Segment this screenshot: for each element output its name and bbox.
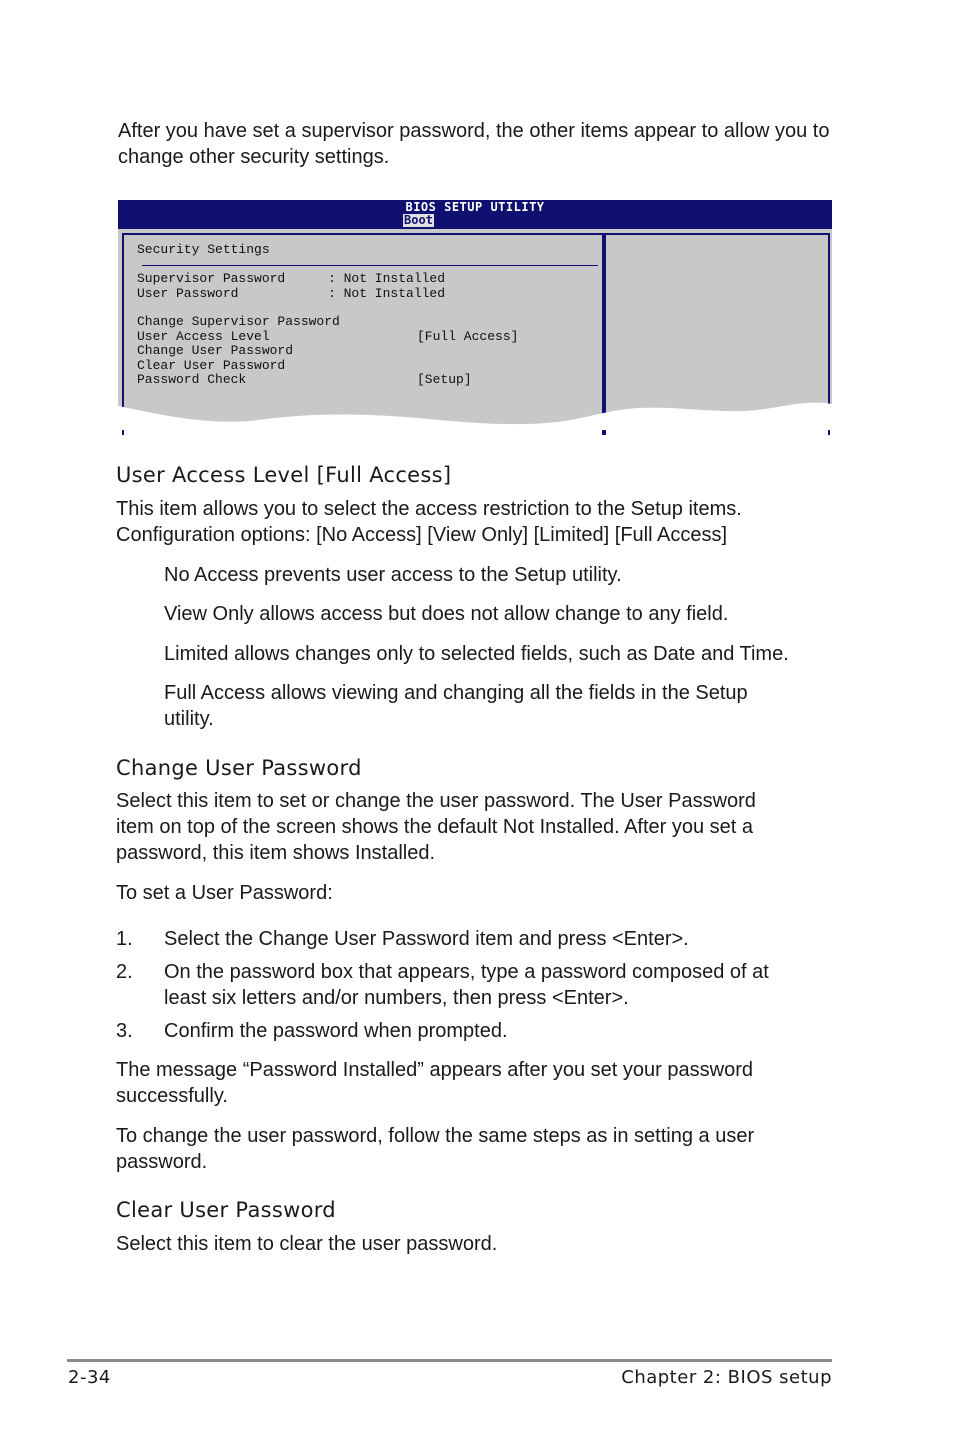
option-full-access-line1: Full Access allows viewing and changing all the fields in the Setup [164,682,748,704]
step-number: 2. [116,961,133,983]
footer-chapter-title: Chapter 2: BIOS setup [621,1367,832,1388]
bios-item-supervisor-password-value: : Not Installed [328,271,446,286]
bios-screenshot [118,200,832,430]
user-access-desc-line2: Configuration options: [No Access] [View Only] [Limited] [Full Access] [116,524,728,546]
clear-user-desc: Select this item to clear the user password. [116,1233,498,1255]
bios-item-supervisor-password-label[interactable]: Supervisor Password [137,271,286,286]
option-limited: Limited allows changes only to selected fields, such as Date and Time. [164,643,789,665]
bios-section-title: Security Settings [137,242,270,257]
change-user-password-heading: Change User Password [116,756,362,780]
change-user-p4-line2: password. [116,1151,208,1173]
footer-page-number: 2-34 [68,1367,111,1388]
bios-tab-boot[interactable]: Boot [404,213,433,227]
step-text: least six letters and/or numbers, then press <Enter>. [164,987,629,1009]
bios-item-user-access-level-value[interactable]: [Full Access] [417,328,519,344]
change-user-p1-line2: item on top of the screen shows the default Not Installed. After you set a [116,816,754,838]
change-user-p1-line3: password, this item shows Installed. [116,842,436,864]
bios-item-user-access-level-label[interactable]: User Access Level [137,328,270,344]
change-user-p3-line1: The message “Password Installed” appears after you set your password [116,1059,753,1081]
user-access-desc-line1: This item allows you to select the access restriction to the Setup items. [116,498,742,520]
footer-divider [67,1359,832,1362]
step-text: Confirm the password when prompted. [164,1020,508,1042]
change-user-p4-line1: To change the user password, follow the same steps as in setting a user [116,1125,755,1147]
bios-item-password-check-label[interactable]: Password Check [137,372,247,387]
bios-item-password-check-value[interactable]: [Setup] [417,372,472,387]
bios-header-bar [118,200,832,229]
change-user-p2: To set a User Password: [116,882,333,904]
change-user-p3-line2: successfully. [116,1085,228,1107]
option-no-access: No Access prevents user access to the Setup utility. [164,564,622,586]
change-user-p1-line1: Select this item to set or change the user password. The User Password [116,790,756,812]
step-text: On the password box that appears, type a password composed of at [164,961,769,983]
step-number: 1. [116,928,133,950]
bios-item-change-user-password[interactable]: Change User Password [137,343,294,358]
option-full-access-line2: utility. [164,708,214,730]
bios-item-user-password-label[interactable]: User Password [137,285,239,301]
clear-user-password-heading: Clear User Password [116,1198,336,1222]
step-number: 3. [116,1020,133,1042]
bios-item-change-supervisor-password[interactable]: Change Supervisor Password [137,314,340,329]
step-text: Select the Change User Password item and press <Enter>. [164,928,689,950]
bios-title: BIOS SETUP UTILITY [405,200,545,214]
bios-item-user-password-value: : Not Installed [328,285,446,301]
user-access-heading: User Access Level [Full Access] [116,463,452,487]
option-view-only: View Only allows access but does not allow change to any field. [164,603,729,625]
bios-divider [142,265,598,266]
bios-item-clear-user-password[interactable]: Clear User Password [137,357,286,373]
intro-text: After you have set a supervisor password, the other items appear to allow you to change other security settings. [118,120,830,168]
torn-edge-decoration [118,396,832,430]
